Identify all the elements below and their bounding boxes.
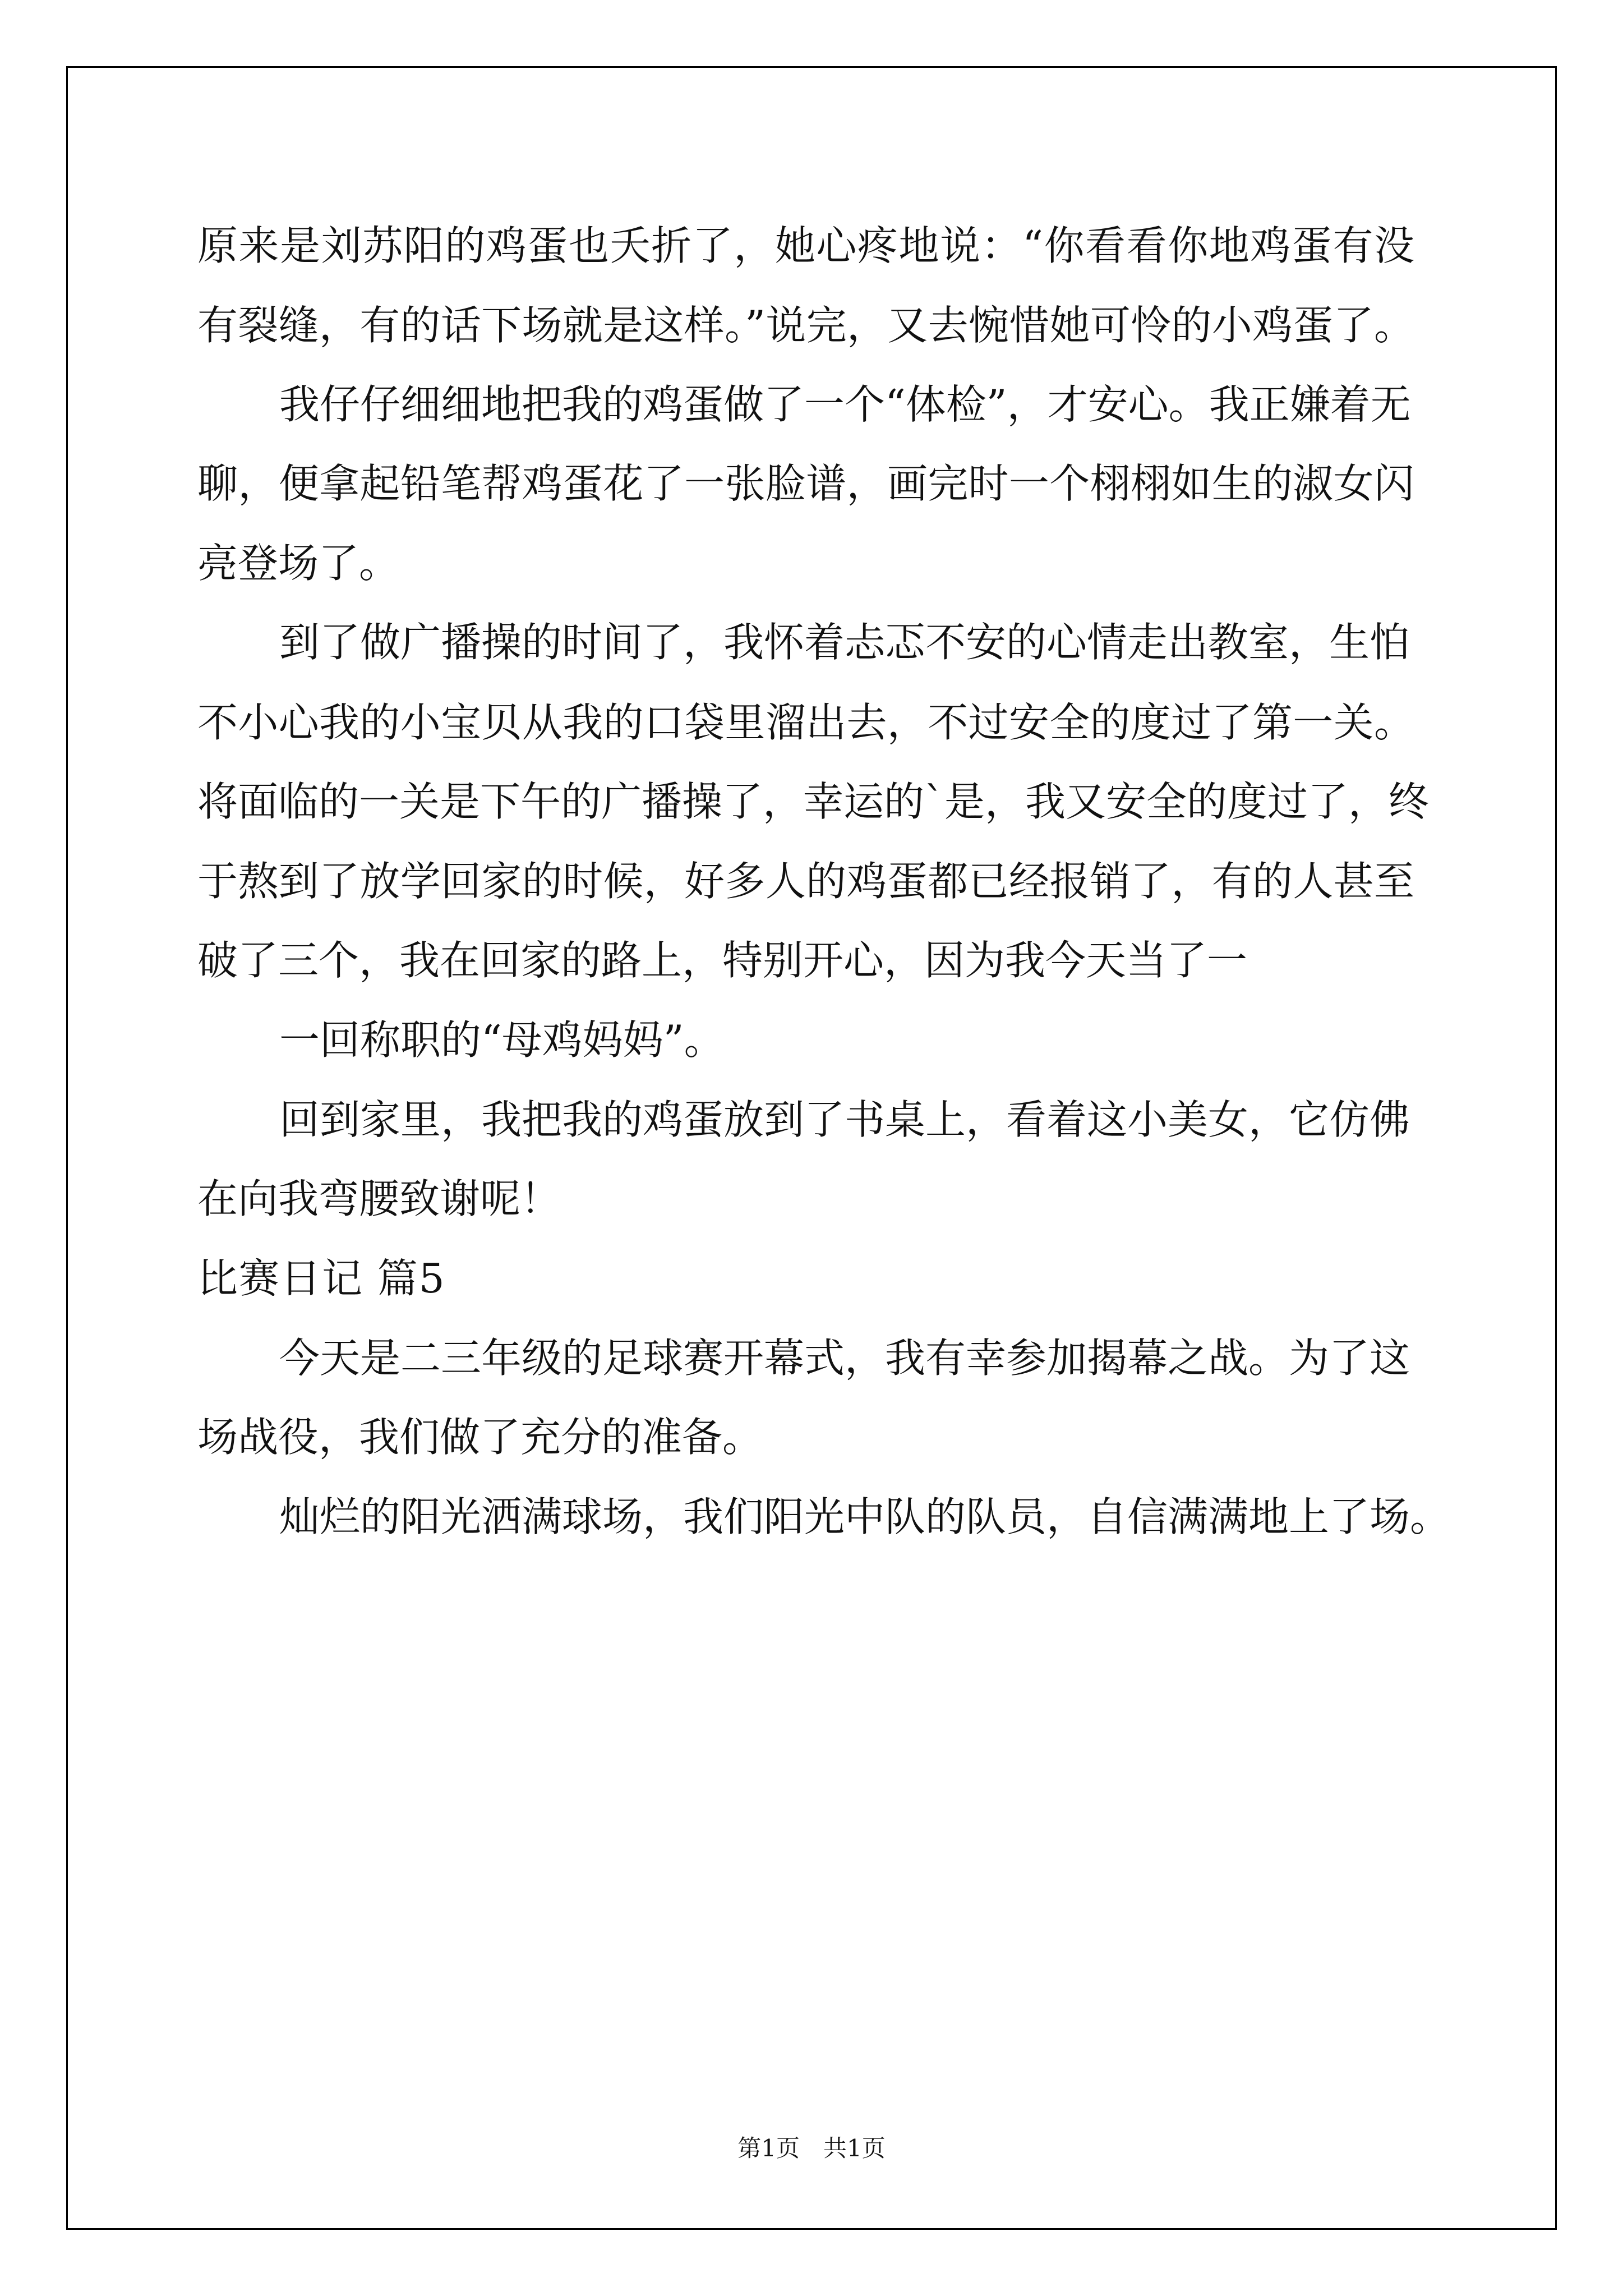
text-line: 不小心我的小宝贝从我的口袋里溜出去，不过安全的度过了第一关。 xyxy=(197,699,1414,746)
text-line: 亮登场了。 xyxy=(197,540,400,587)
page-footer: 第1页 共1页 xyxy=(737,2134,886,2162)
text-line: 原来是刘苏阳的鸡蛋也夭折了，她心疼地说：“你看看你地鸡蛋有没 xyxy=(197,222,1414,269)
text-line: 于熬到了放学回家的时候，好多人的鸡蛋都已经报销了，有的人甚至 xyxy=(197,858,1414,905)
text-line: 将面临的一关是下午的广播操了，幸运的`是，我又安全的度过了，终 xyxy=(197,778,1430,825)
text-line: 今天是二三年级的足球赛开幕式，我有幸参加揭幕之战。为了这 xyxy=(279,1335,1410,1382)
text-line: 到了做广播操的时间了，我怀着忐忑不安的心情走出教室，生怕 xyxy=(279,619,1410,666)
text-line: 回到家里，我把我的鸡蛋放到了书桌上，看着这小美女，它仿佛 xyxy=(279,1096,1410,1143)
text-line: 一回称职的“母鸡妈妈”。 xyxy=(279,1016,725,1064)
text-line: 灿烂的阳光洒满球场，我们阳光中队的队员，自信满满地上了场。 xyxy=(279,1493,1451,1540)
text-line: 我仔仔细细地把我的鸡蛋做了一个“体检”，才安心。我正嫌着无 xyxy=(279,381,1411,428)
text-line: 有裂缝，有的话下场就是这样。”说完，又去惋惜她可怜的小鸡蛋了。 xyxy=(197,302,1414,349)
section-heading: 比赛日记 篇5 xyxy=(197,1255,446,1302)
text-line: 场战役，我们做了充分的准备。 xyxy=(197,1414,763,1461)
text-line: 聊，便拿起铅笔帮鸡蛋花了一张脸谱，画完时一个栩栩如生的淑女闪 xyxy=(197,460,1414,507)
text-line: 在向我弯腰致谢呢！ xyxy=(197,1175,561,1222)
text-line: 破了三个，我在回家的路上，特别开心，因为我今天当了一 xyxy=(197,937,1248,984)
